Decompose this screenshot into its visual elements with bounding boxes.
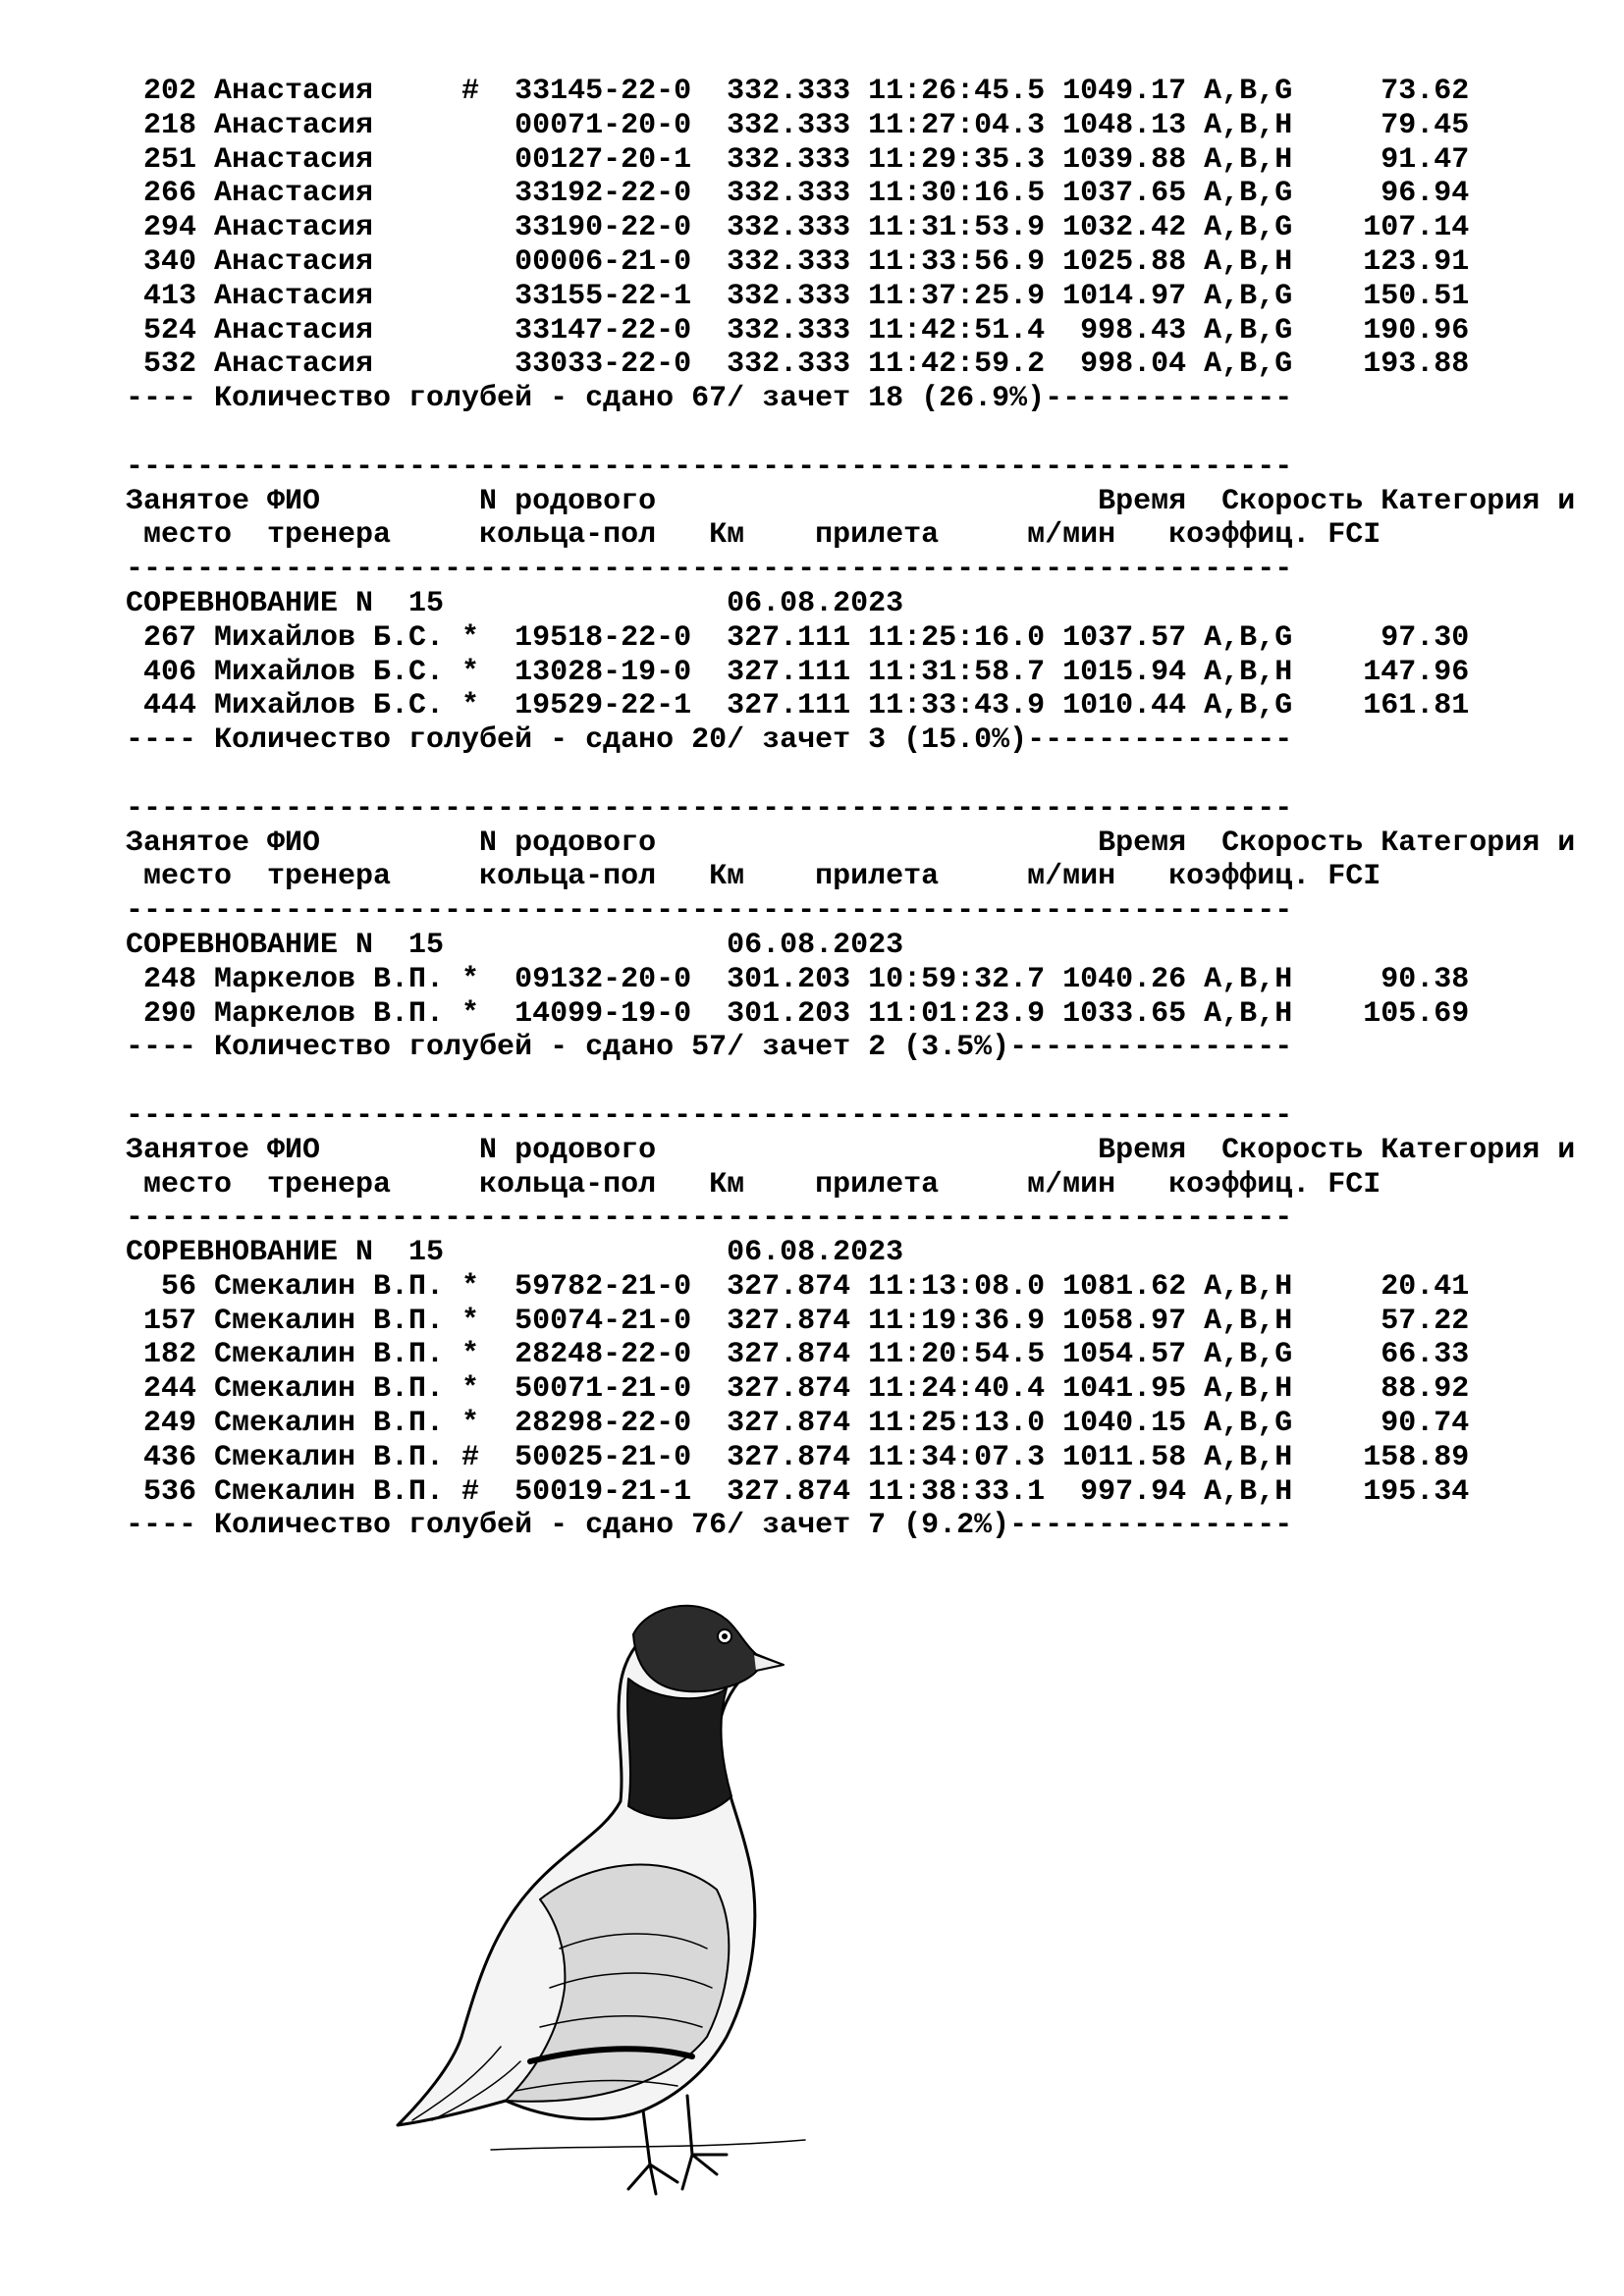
pigeon-illustration xyxy=(393,1575,982,2223)
competition-title: СОРЕВНОВАНИЕ N 15 06.08.2023 xyxy=(126,1236,904,1270)
blank-line xyxy=(126,1065,1575,1099)
result-row: 251 Анастасия 00127-20-1 332.333 11:29:35.3 1039.88 A,B,H 91.47 xyxy=(126,142,1470,177)
separator-line: ------------------------------------------------------------------ xyxy=(126,553,1293,587)
separator-line: ------------------------------------------------------------------ xyxy=(126,894,1293,929)
result-row: 182 Смекалин В.П. * 28248-22-0 327.874 11:20:54.5 1054.57 A,B,G 66.33 xyxy=(126,1338,1470,1372)
result-row: 532 Анастасия 33033-22-0 332.333 11:42:59.2 998.04 A,B,G 193.88 xyxy=(126,347,1470,382)
result-row: 248 Маркелов В.П. * 09132-20-0 301.203 10:59:32.7 1040.26 A,B,H 90.38 xyxy=(126,962,1470,996)
column-header-row-2: место тренера кольца-пол Км прилета м/мин коэффиц. FCI xyxy=(126,518,1381,553)
result-row: 157 Смекалин В.П. * 50074-21-0 327.874 11:19:36.9 1058.97 A,B,H 57.22 xyxy=(126,1304,1470,1338)
competition-title: СОРЕВНОВАНИЕ N 15 06.08.2023 xyxy=(126,586,904,620)
blank-line xyxy=(126,416,1575,451)
result-row: 218 Анастасия 00071-20-0 332.333 11:27:04.3 1048.13 A,B,H 79.45 xyxy=(126,108,1470,142)
separator-line: ------------------------------------------------------------------ xyxy=(126,450,1293,484)
result-row: 267 Михайлов Б.С. * 19518-22-0 327.111 11:25:16.0 1037.57 A,B,G 97.30 xyxy=(126,620,1470,655)
separator-line: ------------------------------------------------------------------ xyxy=(126,791,1293,826)
pigeon-neck xyxy=(627,1679,731,1818)
result-row: 406 Михайлов Б.С. * 13028-19-0 327.111 11:31:58.7 1015.94 A,B,H 147.96 xyxy=(126,655,1470,689)
result-row: 536 Смекалин В.П. # 50019-21-1 327.874 11:38:33.1 997.94 A,B,H 195.34 xyxy=(126,1474,1470,1509)
blank-line xyxy=(126,758,1575,792)
column-header-row-1: Занятое ФИО N родового Время Скорость Категория и xyxy=(126,484,1576,518)
result-row: 249 Смекалин В.П. * 28298-22-0 327.874 11:25:13.0 1040.15 A,B,G 90.74 xyxy=(126,1407,1470,1441)
result-row: 413 Анастасия 33155-22-1 332.333 11:37:25.9 1014.97 A,B,G 150.51 xyxy=(126,279,1470,313)
separator-line: ------------------------------------------------------------------ xyxy=(126,1201,1293,1236)
summary-line: ---- Количество голубей - сдано 76/ зачет 7 (9.2%)---------------- xyxy=(126,1509,1293,1543)
pigeon-beak xyxy=(754,1654,784,1671)
pigeon-head xyxy=(633,1606,781,1691)
column-header-row-2: место тренера кольца-пол Км прилета м/мин коэффиц. FCI xyxy=(126,1167,1381,1201)
separator-line: ------------------------------------------------------------------ xyxy=(126,1098,1293,1133)
column-header-row-1: Занятое ФИО N родового Время Скорость Категория и xyxy=(126,826,1576,860)
result-row: 444 Михайлов Б.С. * 19529-22-1 327.111 11:33:43.9 1010.44 A,B,G 161.81 xyxy=(126,689,1470,723)
column-header-row-2: место тренера кольца-пол Км прилета м/мин коэффиц. FCI xyxy=(126,860,1381,894)
result-row: 266 Анастасия 33192-22-0 332.333 11:30:16.5 1037.65 A,B,G 96.94 xyxy=(126,177,1470,211)
summary-line: ---- Количество голубей - сдано 57/ зачет 2 (3.5%)---------------- xyxy=(126,1031,1293,1065)
result-row: 56 Смекалин В.П. * 59782-21-0 327.874 11:13:08.0 1081.62 A,B,H 20.41 xyxy=(126,1269,1470,1304)
result-row: 436 Смекалин В.П. # 50025-21-0 327.874 11:34:07.3 1011.58 A,B,H 158.89 xyxy=(126,1440,1470,1474)
competition-title: СОРЕВНОВАНИЕ N 15 06.08.2023 xyxy=(126,928,904,962)
column-header-row-1: Занятое ФИО N родового Время Скорость Категория и xyxy=(126,1133,1576,1167)
result-row: 244 Смекалин В.П. * 50071-21-0 327.874 11:24:40.4 1041.95 A,B,H 88.92 xyxy=(126,1372,1470,1407)
summary-line: ---- Количество голубей - сдано 67/ зачет 18 (26.9%)-------------- xyxy=(126,382,1293,416)
results-report xyxy=(126,75,1575,1543)
result-row: 202 Анастасия # 33145-22-0 332.333 11:26:45.5 1049.17 A,B,G 73.62 xyxy=(126,75,1470,108)
result-row: 290 Маркелов В.П. * 14099-19-0 301.203 11:01:23.9 1033.65 A,B,H 105.69 xyxy=(126,996,1470,1031)
summary-line: ---- Количество голубей - сдано 20/ зачет 3 (15.0%)--------------- xyxy=(126,723,1293,758)
result-row: 294 Анастасия 33190-22-0 332.333 11:31:53.9 1032.42 A,B,G 107.14 xyxy=(126,211,1470,245)
result-row: 340 Анастасия 00006-21-0 332.333 11:33:56.9 1025.88 A,B,H 123.91 xyxy=(126,244,1470,279)
result-row: 524 Анастасия 33147-22-0 332.333 11:42:51.4 998.43 A,B,G 190.96 xyxy=(126,313,1470,347)
